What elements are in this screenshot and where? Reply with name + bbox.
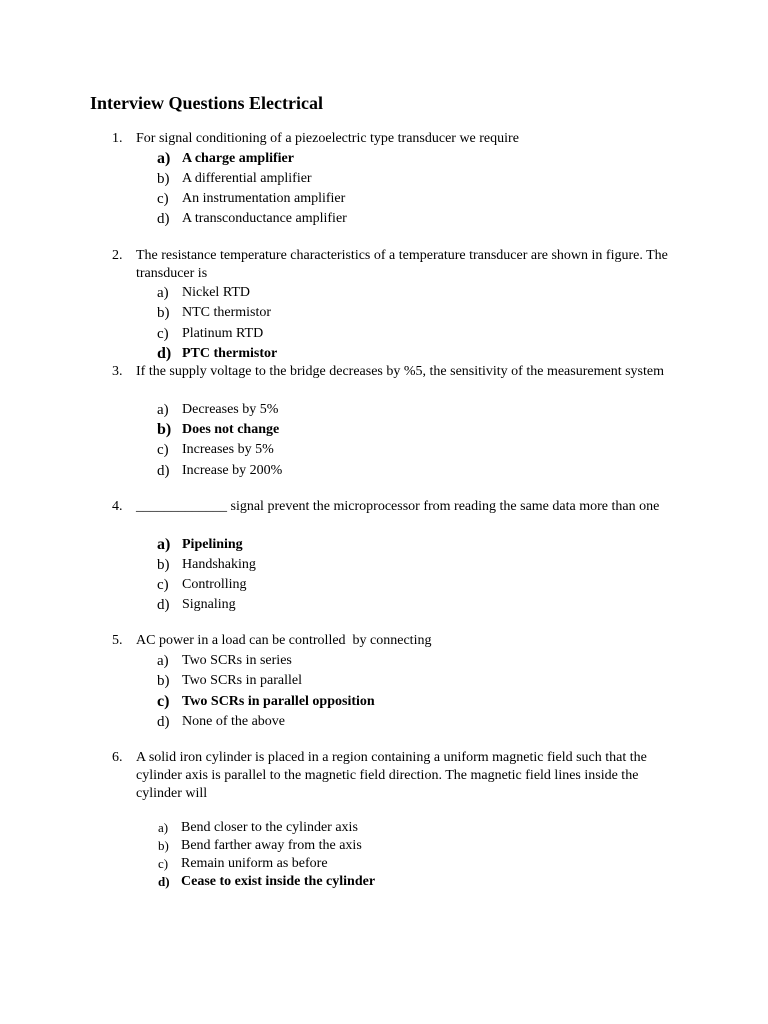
option-letter: a) bbox=[158, 820, 169, 835]
question-text: The resistance temperature characteristics of a temperature transducer are shown in figure. The transducer is bbox=[136, 248, 668, 281]
question-number: 6. bbox=[112, 750, 123, 765]
option-text: Pipelining bbox=[182, 537, 243, 552]
option-text: A transconductance amplifier bbox=[182, 211, 347, 226]
option-b bbox=[0, 303, 768, 323]
option-text: Decreases by 5% bbox=[182, 402, 279, 417]
option-text: Controlling bbox=[182, 577, 247, 592]
question-number: 5. bbox=[112, 633, 123, 648]
option-text: Signaling bbox=[182, 597, 236, 612]
option-text: Bend closer to the cylinder axis bbox=[181, 820, 358, 835]
option-d bbox=[0, 344, 768, 364]
option-b bbox=[0, 420, 768, 440]
option-d bbox=[0, 712, 768, 732]
option-letter: d) bbox=[158, 874, 170, 889]
option-b bbox=[0, 837, 768, 855]
option-b bbox=[0, 671, 768, 691]
option-text: Two SCRs in parallel bbox=[182, 673, 302, 688]
option-letter: c) bbox=[157, 577, 169, 593]
option-letter: a) bbox=[157, 402, 169, 418]
option-text: Bend farther away from the axis bbox=[181, 838, 362, 853]
question-text: _____________ signal prevent the microprocessor from reading the same data more than one bbox=[136, 499, 660, 514]
option-a bbox=[0, 535, 768, 555]
question-text: AC power in a load can be controlled by connecting bbox=[136, 633, 432, 648]
option-text: Increases by 5% bbox=[182, 442, 274, 457]
option-d bbox=[0, 209, 768, 229]
option-letter: b) bbox=[157, 673, 170, 689]
option-letter: c) bbox=[158, 856, 169, 871]
question-number: 3. bbox=[112, 364, 123, 379]
option-text: Two SCRs in parallel opposition bbox=[182, 694, 375, 709]
option-text: Platinum RTD bbox=[182, 326, 264, 341]
option-letter: a) bbox=[157, 653, 169, 669]
page-title: Interview Questions Electrical bbox=[90, 93, 323, 113]
option-letter: d) bbox=[157, 597, 170, 613]
option-letter: d) bbox=[157, 345, 172, 362]
option-letter: a) bbox=[157, 150, 171, 167]
option-letter: d) bbox=[157, 714, 170, 730]
option-b bbox=[0, 555, 768, 575]
option-c bbox=[0, 324, 768, 344]
option-letter: b) bbox=[157, 305, 170, 321]
option-letter: d) bbox=[157, 463, 170, 479]
option-d bbox=[0, 461, 768, 481]
option-c bbox=[0, 855, 768, 873]
option-text: None of the above bbox=[182, 714, 286, 729]
option-letter: c) bbox=[157, 693, 170, 710]
option-c bbox=[0, 692, 768, 712]
question-number: 1. bbox=[112, 131, 123, 146]
option-text: Handshaking bbox=[182, 557, 256, 572]
question-number: 4. bbox=[112, 499, 123, 514]
option-d bbox=[0, 595, 768, 615]
option-a bbox=[0, 149, 768, 169]
option-letter: c) bbox=[157, 326, 169, 342]
question-text: A solid iron cylinder is placed in a region containing a uniform magnetic field such that the cylinder axis is parallel to the magnetic field direction. The magnetic field lines inside the cylinder will bbox=[136, 750, 647, 801]
option-a bbox=[0, 283, 768, 303]
option-a bbox=[0, 400, 768, 420]
option-a bbox=[0, 819, 768, 837]
option-letter: a) bbox=[157, 536, 171, 553]
option-letter: c) bbox=[157, 442, 169, 458]
option-letter: b) bbox=[157, 421, 172, 438]
option-text: Nickel RTD bbox=[182, 285, 250, 300]
option-text: A differential amplifier bbox=[182, 171, 312, 186]
option-c bbox=[0, 440, 768, 460]
option-b bbox=[0, 169, 768, 189]
option-c bbox=[0, 189, 768, 209]
option-letter: c) bbox=[157, 191, 169, 207]
option-text: Increase by 200% bbox=[182, 463, 283, 478]
option-text: NTC thermistor bbox=[182, 305, 272, 320]
question-number: 2. bbox=[112, 248, 123, 263]
option-text: Two SCRs in series bbox=[182, 653, 292, 668]
option-text: PTC thermistor bbox=[182, 346, 278, 361]
option-letter: b) bbox=[158, 838, 169, 853]
option-letter: a) bbox=[157, 285, 169, 301]
option-a bbox=[0, 651, 768, 671]
option-letter: b) bbox=[157, 171, 170, 187]
option-letter: b) bbox=[157, 557, 170, 573]
question-text: If the supply voltage to the bridge decreases by %5, the sensitivity of the measurement system bbox=[136, 364, 664, 379]
option-text: A charge amplifier bbox=[182, 151, 294, 166]
option-d bbox=[0, 873, 768, 891]
option-c bbox=[0, 575, 768, 595]
option-text: Cease to exist inside the cylinder bbox=[181, 874, 376, 889]
option-text: An instrumentation amplifier bbox=[182, 191, 346, 206]
option-letter: d) bbox=[157, 211, 170, 227]
option-text: Does not change bbox=[182, 422, 280, 437]
question-text: For signal conditioning of a piezoelectric type transducer we require bbox=[136, 131, 519, 146]
option-text: Remain uniform as before bbox=[181, 856, 328, 871]
